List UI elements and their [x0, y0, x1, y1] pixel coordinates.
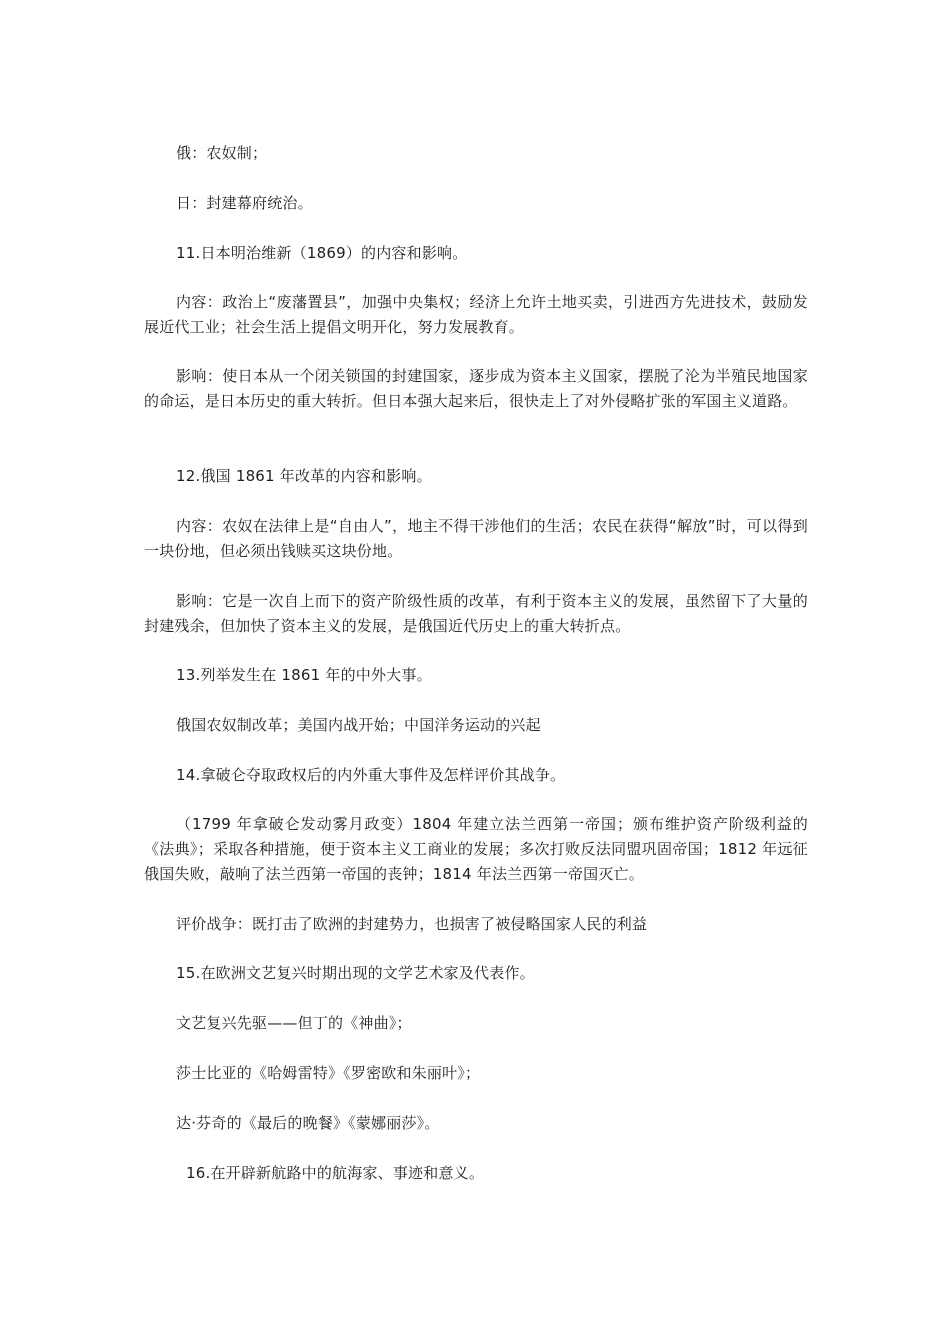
question-12-heading: 12.俄国 1861 年改革的内容和影响。	[176, 467, 432, 485]
paragraph-meiji-impact: 影响：使日本从一个闭关锁国的封建国家，逐步成为资本主义国家，摆脱了沦为半殖民地国家的命运，是日本历史的重大转折。但日本强大起来后，很快走上了对外侵略扩张的军国主义道路。	[144, 367, 808, 410]
paragraph-japan-shogunate: 日：封建幕府统治。	[176, 194, 313, 212]
paragraph-russia-serfdom: 俄：农奴制；	[176, 144, 268, 162]
question-11-heading: 11.日本明治维新（1869）的内容和影响。	[176, 244, 468, 262]
paragraph-shakespeare: 莎士比亚的《哈姆雷特》《罗密欧和朱丽叶》；	[176, 1064, 481, 1082]
question-13-heading: 13.列举发生在 1861 年的中外大事。	[176, 666, 432, 684]
paragraph-da-vinci: 达·芬奇的《最后的晚餐》《蒙娜丽莎》。	[176, 1114, 440, 1132]
question-14-heading: 14.拿破仑夺取政权后的内外重大事件及怎样评价其战争。	[176, 766, 566, 784]
question-15-heading: 15.在欧洲文艺复兴时期出现的文学艺术家及代表作。	[176, 964, 535, 982]
paragraph-napoleon-events: （1799 年拿破仑发动雾月政变）1804 年建立法兰西第一帝国；颁布维护资产阶级利益的《法典》；采取各种措施，便于资本主义工商业的发展；多次打败反法同盟巩固帝国；1812 年远征俄国失败，敲响了法兰西第一帝国的丧钟；1814 年法兰西第一帝国灭亡。	[144, 815, 808, 883]
paragraph-meiji-content: 内容：政治上“废藩置县”，加强中央集权；经济上允许土地买卖，引进西方先进技术，鼓励发展近代工业；社会生活上提倡文明开化，努力发展教育。	[144, 293, 808, 336]
paragraph-war-evaluation: 评价战争：既打击了欧洲的封建势力，也损害了被侵略国家人民的利益	[176, 915, 648, 933]
paragraph-russia-reform-impact: 影响：它是一次自上而下的资产阶级性质的改革，有利于资本主义的发展，虽然留下了大量的封建残余，但加快了资本主义的发展，是俄国近代历史上的重大转折点。	[144, 592, 808, 635]
paragraph-dante: 文艺复兴先驱——但丁的《神曲》；	[176, 1014, 412, 1032]
paragraph-russia-reform-content: 内容：农奴在法律上是“自由人”，地主不得干涉他们的生活；农民在获得“解放”时，可以得到一块份地，但必须出钱赎买这块份地。	[144, 517, 808, 560]
question-16-heading: 16.在开辟新航路中的航海家、事迹和意义。	[186, 1164, 485, 1182]
paragraph-1861-events: 俄国农奴制改革；美国内战开始；中国洋务运动的兴起	[176, 716, 541, 734]
